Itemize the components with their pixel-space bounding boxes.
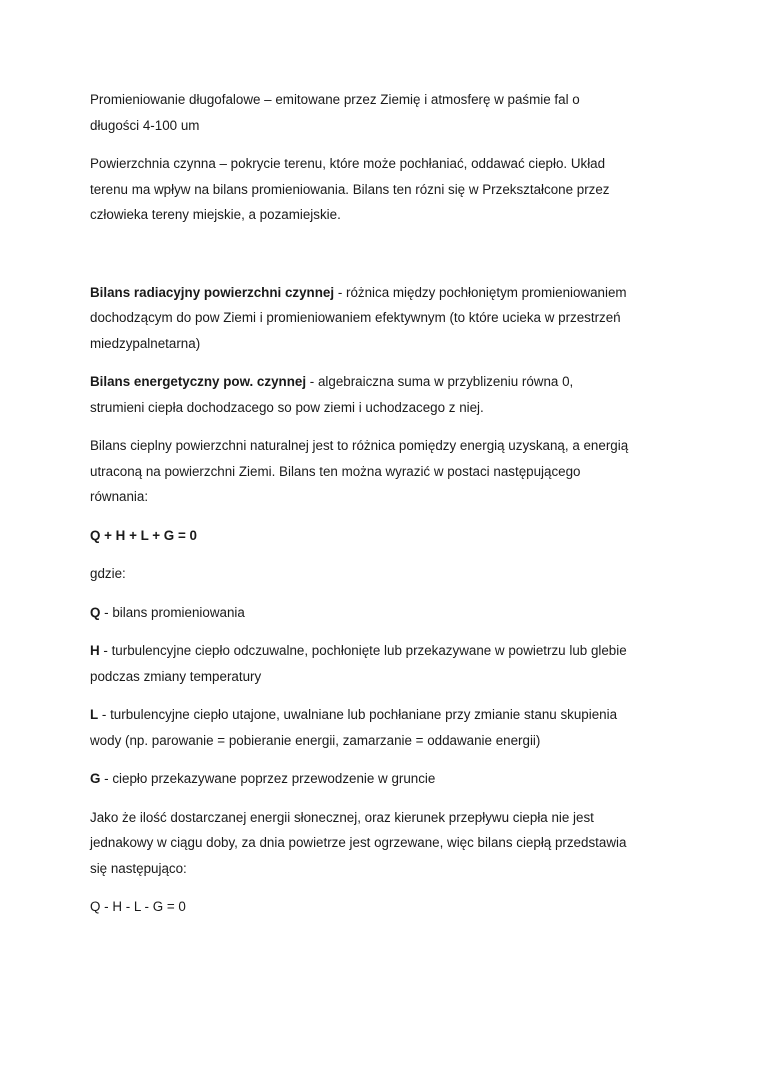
document-body [90,87,630,933]
definition-q-text: - bilans promieniowania [100,604,245,620]
paragraph-longwave-radiation: Promieniowanie długofalowe – emitowane przez Ziemię i atmosferę w paśmie fal o długości 4-100 um [90,92,580,133]
definition-q [90,600,630,626]
definition-h-text: - turbulencyjne ciepło odczuwalne, pochłonięte lub przekazywane w powietrzu lub glebie podczas zmiany temperatury [90,643,627,684]
equation-daytime-balance: Q - H - L - G = 0 [90,899,186,914]
paragraph-daily-variation: Jako że ilość dostarczanej energii słonecznej, oraz kierunek przepływu ciepła nie jest jednakowy w ciągu doby, za dnia powietrze jest ogrzewane, więc bilans ciepłą przedstawia się następująco: [90,809,627,876]
term-energy-balance: Bilans energetyczny pow. czynnej [90,374,307,389]
equation-text: Q + H + L + G = 0 [90,527,197,543]
term-radiation-balance: Bilans radiacyjny powierzchni czynnej [90,284,335,300]
symbol-h: H [90,643,100,658]
definition-h [90,638,630,689]
definition-l-text: - turbulencyjne ciepło utajone, uwalniane lub pochłaniane przy zmianie stanu skupienia wody (np. parowanie = pobieranie energii, zamarzanie = oddawanie energii) [90,707,618,748]
symbol-l: L [90,707,99,722]
equation-heat-balance [90,523,630,549]
definition-radiation-balance: - różnica między pochłoniętym promieniowaniem dochodzącym do pow Ziemi i promieniowaniem efektywnym (to które ucieka w przestrzeń miedzypalnetarna) [90,284,627,351]
definition-l [90,702,630,753]
paragraph-energy-balance [90,369,630,420]
paragraph-heat-balance: Bilans cieplny powierzchni naturalnej jest to różnica pomiędzy energią uzyskaną, a energią utraconą na powierzchni Ziemi. Bilans ten można wyrazić w postaci następującego równania: [90,438,629,504]
symbol-q: Q [90,604,101,620]
paragraph-active-surface: Powierzchnia czynna – pokrycie terenu, które może pochłaniać, oddawać ciepło. Układ terenu ma wpływ na bilans promieniowania. Bilans ten rózni się w Przekształcone przez człowieka tereny miejskie, a pozamiejskie. [90,156,610,222]
symbol-g: G [90,771,101,786]
paragraph-radiation-balance [90,280,630,357]
paragraph-where: gdzie: [90,566,126,581]
definition-energy-balance: - algebraiczna suma w przyblizeniu równa 0, strumieni ciepła dochodzacego so pow ziemi i uchodzacego z niej. [90,374,574,415]
definition-g-text: - ciepło przekazywane poprzez przewodzenie w gruncie [100,771,436,786]
definition-g [90,766,630,792]
